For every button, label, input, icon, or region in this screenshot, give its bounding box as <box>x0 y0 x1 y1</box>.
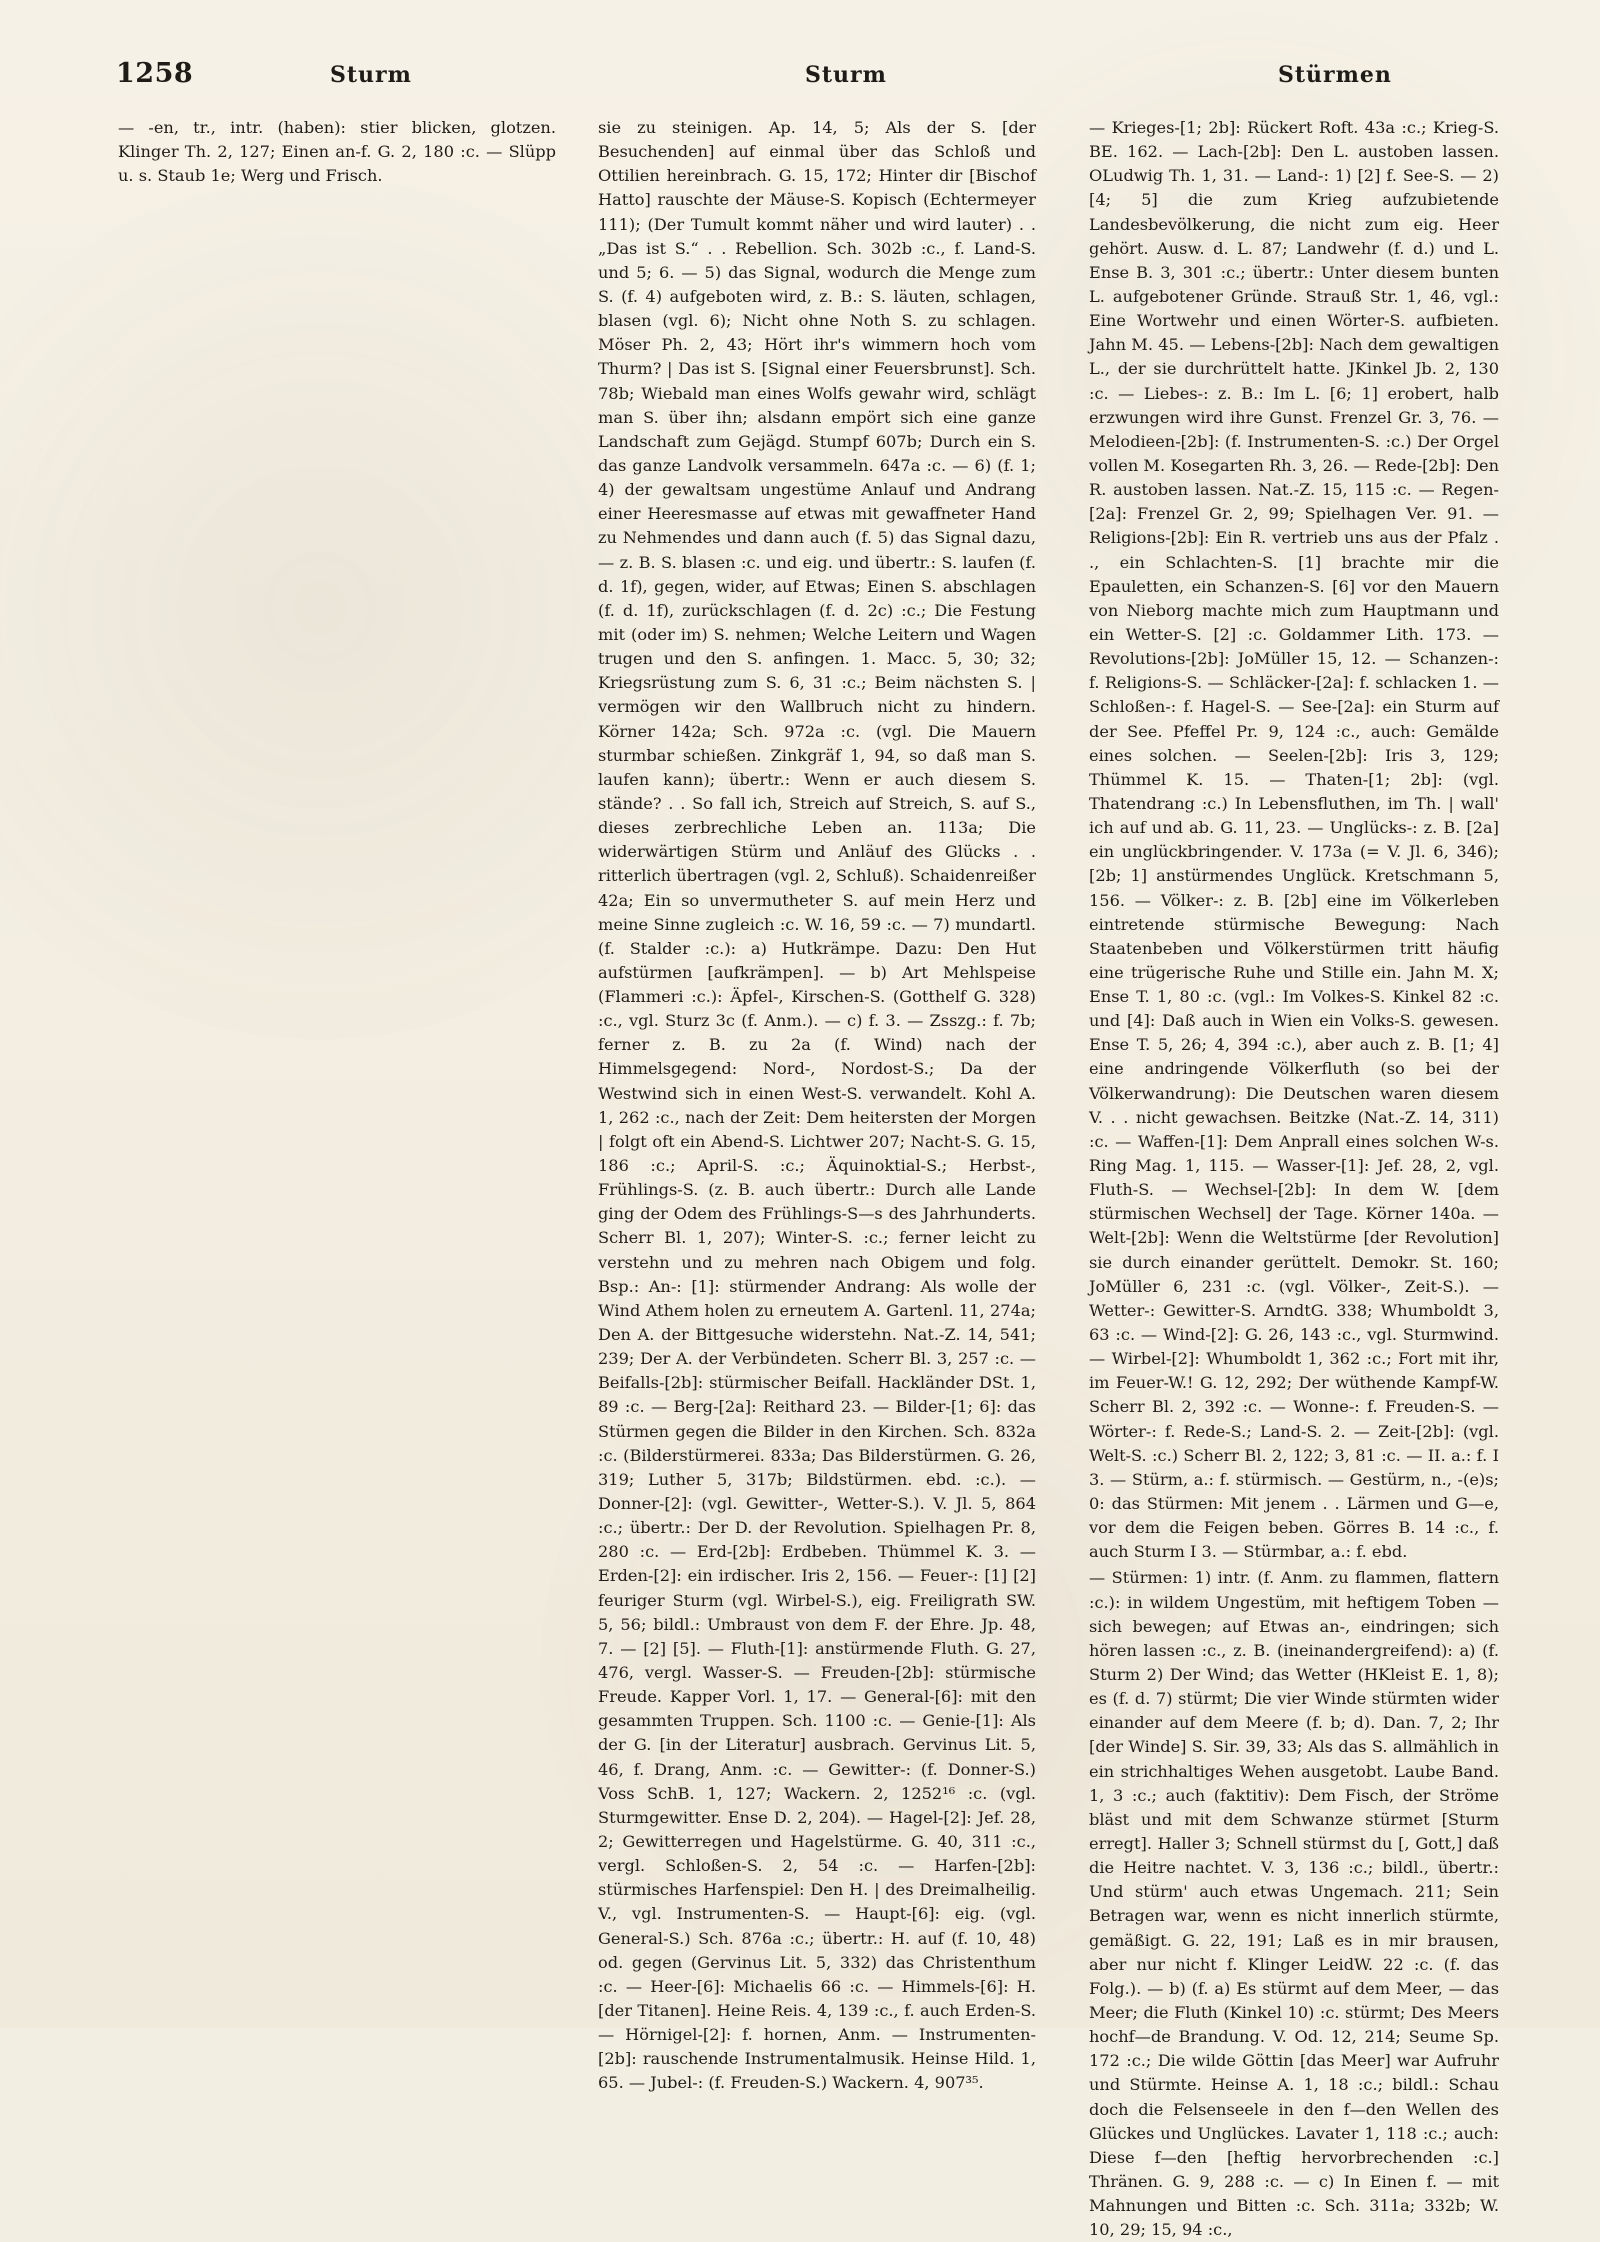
column-middle-paragraph: sie zu steinigen. Ap. 14, 5; Als der S. [der Besuchenden] auf einmal über das Schloß und Ottilien hereinbrach. G. 15, 172; Hinter dir [Bischof Hatto] rauschte der Mäuse-S. Kopisch (Echtermeyer 111); (Der Tumult kommt näher und wird lauter) . . „Das ist S.“ . . Rebellion. Sch. 302b :c., f. Land-S. und 5; 6. — 5) das Signal, wodurch die Menge zum S. (f. 4) aufgeboten wird, z. B.: S. läuten, schlagen, blasen (vgl. 6); Nicht ohne Noth S. zu schlagen. Möser Ph. 2, 43; Hört ihr's wimmern hoch vom Thurm? | Das ist S. [Signal einer Feuersbrunst]. Sch. 78b; Wiebald man eines Wolfs gewahr wird, schlägt man S. über ihn; alsdann empört sich eine ganze Landschaft zum Gejägd. Stumpf 607b; Durch ein S. das ganze Landvolk versammeln. 647a :c. — 6) (f. 1; 4) der gewaltsam ungestüme Anlauf und Andrang einer Heeresmasse auf etwas mit gewaffneter Hand zu Nehmendes und dann auch (f. 5) das Signal dazu, — z. B. S. blasen :c. und eig. und übertr.: S. laufen (f. d. 1f), gegen, wider, auf Etwas; Einen S. abschlagen (f. d. 1f), zurückschlagen (f. d. 2c) :c.; Die Festung mit (oder im) S. nehmen; Welche Leitern und Wagen trugen und den S. anfingen. 1. Macc. 5, 30; 32; Kriegsrüstung zum S. 6, 31 :c.; Beim nächsten S. | vermögen wir den Wallbruch nicht zu hindern. Körner 142a; Sch. 972a :c. (vgl. Die Mauern sturmbar schießen. Zinkgräf 1, 94, so daß man S. laufen kann); übertr.: Wenn er auch diesem S. stände? . . So fall ich, Streich auf Streich, S. auf S., dieses zerbrechliche Leben an. 113a; Die widerwärtigen Stürm und Anläuf des Glücks . . ritterlich übertragen (vgl. 2, Schluß). Schaidenreißer 42a; Ein so unvermutheter S. auf mein Herz und meine Sinne zugleich :c. W. 16, 59 :c. — 7) mundartl. (f. Stalder :c.): a) Hutkrämpe. Dazu: Den Hut aufstürmen [aufkrämpen]. — b) Art Mehlspeise (Flammeri :c.): Äpfel-, Kirschen-S. (Gotthelf G. 328) :c., vgl. Sturz 3c (f. Anm.). — c) f. 3. — Zsszg.: f. 7b; ferner z. B. zu 2a (f. Wind) nach der Himmelsgegend: Nord-, Nordost-S.; Da der Westwind sich in einen West-S. verwandelt. Kohl A. 1, 262 :c., nach der Zeit: Dem heitersten der Morgen | folgt oft ein Abend-S. Lichtwer 207; Nacht-S. G. 15, 186 :c.; April-S. :c.; Äquinoktial-S.; Herbst-, Frühlings-S. (z. B. auch übertr.: Durch alle Lande ging der Odem des Frühlings-S—s des Jahrhunderts. Scherr Bl. 1, 207); Winter-S. :c.; ferner leicht zu verstehn und zu mehren nach Obigem und folg. Bsp.: An-: [1]: stürmender Andrang: Als wolle der Wind Athem holen zu erneutem A. Gartenl. 11, 274a; Den A. der Bittgesuche widerstehn. Nat.-Z. 14, 541; 239; Der A. der Verbündeten. Scherr Bl. 3, 257 :c. — Beifalls-[2b]: stürmischer Beifall. Hackländer DSt. 1, 89 :c. — Berg-[2a]: Reithard 23. — Bilder-[1; 6]: das Stürmen gegen die Bilder in den Kirchen. Sch. 832a :c. (Bilderstürmerei. 833a; Das Bilderstürmen. G. 26, 319; Luther 5, 317b; Bildstürmen. ebd. :c.). — Donner-[2]: (vgl. Gewitter-, Wetter-S.). V. Jl. 5, 864 :c.; übertr.: Der D. der Revolution. Spielhagen Pr. 8, 280 :c. — Erd-[2b]: Erdbeben. Thümmel K. 3. — Erden-[2]: ein irdischer. Iris 2, 156. — Feuer-: [1] [2] feuriger Sturm (vgl. Wirbel-S.), eig. Freiligrath SW. 5, 56; bildl.: Umbraust von dem F. der Ehre. Jp. 48, 7. — [2] [5]. — Fluth-[1]: anstürmende Fluth. G. 27, 476, vergl. Wasser-S. — Freuden-[2b]: stürmische Freude. Kapper Vorl. 1, 17. — General-[6]: mit den gesammten Truppen. Sch. 1100 :c. — Genie-[1]: Als der G. [in der Literatur] ausbrach. Gervinus Lit. 5, 46, f. Drang, Anm. :c. — Gewitter-: (f. Donner-S.) Voss SchB. 1, 127; Wackern. 2, 1252¹⁶ :c. (vgl. Sturmgewitter. Ense D. 2, 204). — Hagel-[2]: Jef. 28, 2; Gewitterregen und Hagelstürme. G. 40, 311 :c., vergl. Schloßen-S. 2, 54 :c. — Harfen-[2b]: stürmisches Harfenspiel: Den H. | des Dreimalheilig. V., vgl. Instrumenten-S. — Haupt-[6]: eig. (vgl. General-S.) Sch. 876a :c.; übertr.: H. auf (f. 10, 48) od. gegen (Gervinus Lit. 5, 332) das Christenthum :c. — Heer-[6]: Michaelis 66 :c. — Himmels-[6]: H. [der Titanen]. Heine Reis. 4, 139 :c., f. auch Erden-S. — Hörnigel-[2]: f. hornen, Anm. — Instrumenten-[2b]: rauschende Instrumentalmusik. Heinse Hild. 1, 65. — Jubel-: (f. Freuden-S.) Wackern. 4, 907³⁵. <box>598 118 1036 2093</box>
column-left-paragraph: — -en, tr., intr. (haben): stier blicken, glotzen. Klinger Th. 2, 127; Einen an-f. G. 2, 180 :c. — Slüpp u. s. Staub 1e; Werg und Frisch. <box>118 118 556 186</box>
right-running-head: Stürmen <box>1278 62 1392 88</box>
page-number: 1258 <box>116 58 194 89</box>
column-right <box>1089 116 1499 2240</box>
center-running-head: Sturm <box>805 62 887 88</box>
left-running-head: Sturm <box>330 62 412 88</box>
column-middle <box>598 116 1036 2093</box>
column-left <box>118 116 556 1991</box>
column-right-paragraph: — Stürmen: 1) intr. (f. Anm. zu flammen, flattern :c.): in wildem Ungestüm, mit heftigem Toben — sich bewegen; auf Etwas an-, eindringen; sich hören lassen :c., z. B. (ineinandergreifend): a) (f. Sturm 2) Der Wind; das Wetter (HKleist E. 1, 8); es (f. d. 7) stürmt; Die vier Winde stürmten wider einander auf dem Meere (f. b; d). Dan. 7, 2; Ihr [der Winde] S. Sir. 39, 33; Als das S. allmählich in ein strichhaltiges Wehen ausgetobt. Laube Band. 1, 3 :c.; auch (faktitiv): Dem Fisch, der Ströme bläst und mit dem Schwanze stürmet [Sturm erregt]. Haller 3; Schnell stürmst du [, Gott,] daß die Heitre nachtet. V. 3, 136 :c.; bildl., übertr.: Und stürm' auch etwas Ungemach. 211; Sein Betragen war, wenn es nicht innerlich stürmte, gemäßigt. G. 22, 191; Laß es in mir brausen, aber nur nicht f. Klinger LeidW. 22 :c. (f. das Folg.). — b) (f. a) Es stürmt auf dem Meer, — das Meer; die Fluth (Kinkel 10) :c. stürmt; Des Meers hochf—de Brandung. V. Od. 12, 214; Seume Sp. 172 :c.; Die wilde Göttin [das Meer] war Aufruhr und Stürmte. Heinse A. 1, 18 :c.; bildl.: Schau doch die Felsenseele in den f—den Wellen des Glückes und Unglückes. Lavater 1, 118 :c.; auch: Diese f—den [heftig hervorbrechenden :c.] Thränen. G. 9, 288 :c. — c) In Einen f. — mit Mahnungen und Bitten :c. Sch. 311a; 332b; W. 10, 29; 15, 94 :c., <box>1089 1568 1499 2240</box>
page-header <box>116 58 1444 98</box>
column-right-paragraph: — Krieges-[1; 2b]: Rückert Roft. 43a :c.; Krieg-S. BE. 162. — Lach-[2b]: Den L. austoben lassen. OLudwig Th. 1, 31. — Land-: 1) [2] f. See-S. — 2) [4; 5] die zum Krieg aufzubietende Landesbevölkerung, die nicht zum eig. Heer gehört. Ausw. d. L. 87; Landwehr (f. d.) und L. Ense B. 3, 301 :c.; übertr.: Unter diesem bunten L. aufgebotener Gründe. Strauß Str. 1, 46, vgl.: Eine Wortwehr und einen Wörter-S. aufbieten. Jahn M. 45. — Lebens-[2b]: Nach dem gewaltigen L., der sie durchrüttelt hatte. JKinkel Jb. 2, 130 :c. — Liebes-: z. B.: Im L. [6; 1] erobert, halb erzwungen wird ihre Gunst. Frenzel Gr. 3, 76. — Melodieen-[2b]: (f. Instrumenten-S. :c.) Der Orgel vollen M. Kosegarten Rh. 3, 26. — Rede-[2b]: Den R. austoben lassen. Nat.-Z. 15, 115 :c. — Regen-[2a]: Frenzel Gr. 2, 99; Spielhagen Ver. 91. — Religions-[2b]: Ein R. vertrieb uns aus der Pfalz . ., ein Schlachten-S. [1] brachte mir die Epauletten, ein Schanzen-S. [6] vor den Mauern von Nieborg machte mich zum Hauptmann und ein Wetter-S. [2] :c. Goldammer Lith. 173. — Revolutions-[2b]: JoMüller 15, 12. — Schanzen-: f. Religions-S. — Schläcker-[2a]: f. schlacken 1. — Schloßen-: f. Hagel-S. — See-[2a]: ein Sturm auf der See. Pfeffel Pr. 9, 124 :c., auch: Gemälde eines solchen. — Seelen-[2b]: Iris 3, 129; Thümmel K. 15. — Thaten-[1; 2b]: (vgl. Thatendrang :c.) In Lebensfluthen, im Th. | wall' ich auf und ab. G. 11, 23. — Unglücks-: z. B. [2a] ein unglückbringender. V. 173a (= V. Jl. 6, 346); [2b; 1] anstürmendes Unglück. Kretschmann 5, 156. — Völker-: z. B. [2b] eine im Völkerleben eintretende stürmische Bewegung: Nach Staatenbeben und Völkerstürmen tritt häufig eine trügerische Ruhe und Stille ein. Jahn M. X; Ense T. 1, 80 :c. (vgl.: Im Volkes-S. Kinkel 82 :c. und [4]: Daß auch in Wien ein Volks-S. gewesen. Ense T. 5, 26; 4, 394 :c.), aber auch z. B. [1; 4] eine andringende Völkerfluth (so bei der Völkerwandrung): Die Deutschen waren diesem V. . . nicht gewachsen. Beitzke (Nat.-Z. 14, 311) :c. — Waffen-[1]: Dem Anprall eines solchen W-s. Ring Mag. 1, 115. — Wasser-[1]: Jef. 28, 2, vgl. Fluth-S. — Wechsel-[2b]: In dem W. [dem stürmischen Wechsel] der Tage. Körner 140a. — Welt-[2b]: Wenn die Weltstürme [der Revolution] sie durch einander gerüttelt. Demokr. St. 160; JoMüller 6, 231 :c. (vgl. Völker-, Zeit-S.). — Wetter-: Gewitter-S. ArndtG. 338; Whumboldt 3, 63 :c. — Wind-[2]: G. 26, 143 :c., vgl. Sturmwind. — Wirbel-[2]: Whumboldt 1, 362 :c.; Fort mit ihr, im Feuer-W.! G. 12, 292; Der wüthende Kampf-W. Scherr Bl. 2, 392 :c. — Wonne-: f. Freuden-S. — Wörter-: f. Rede-S.; Land-S. 2. — Zeit-[2b]: (vgl. Welt-S. :c.) Scherr Bl. 2, 122; 3, 81 :c. — II. a.: f. I 3. — Stürm, a.: f. stürmisch. — Gestürm, n., -(e)s; 0: das Stürmen: Mit jenem . . Lärmen und G—e, vor dem die Feigen beben. Görres B. 14 :c., f. auch Sturm I 3. — Stürmbar, a.: f. ebd. <box>1089 118 1499 1562</box>
